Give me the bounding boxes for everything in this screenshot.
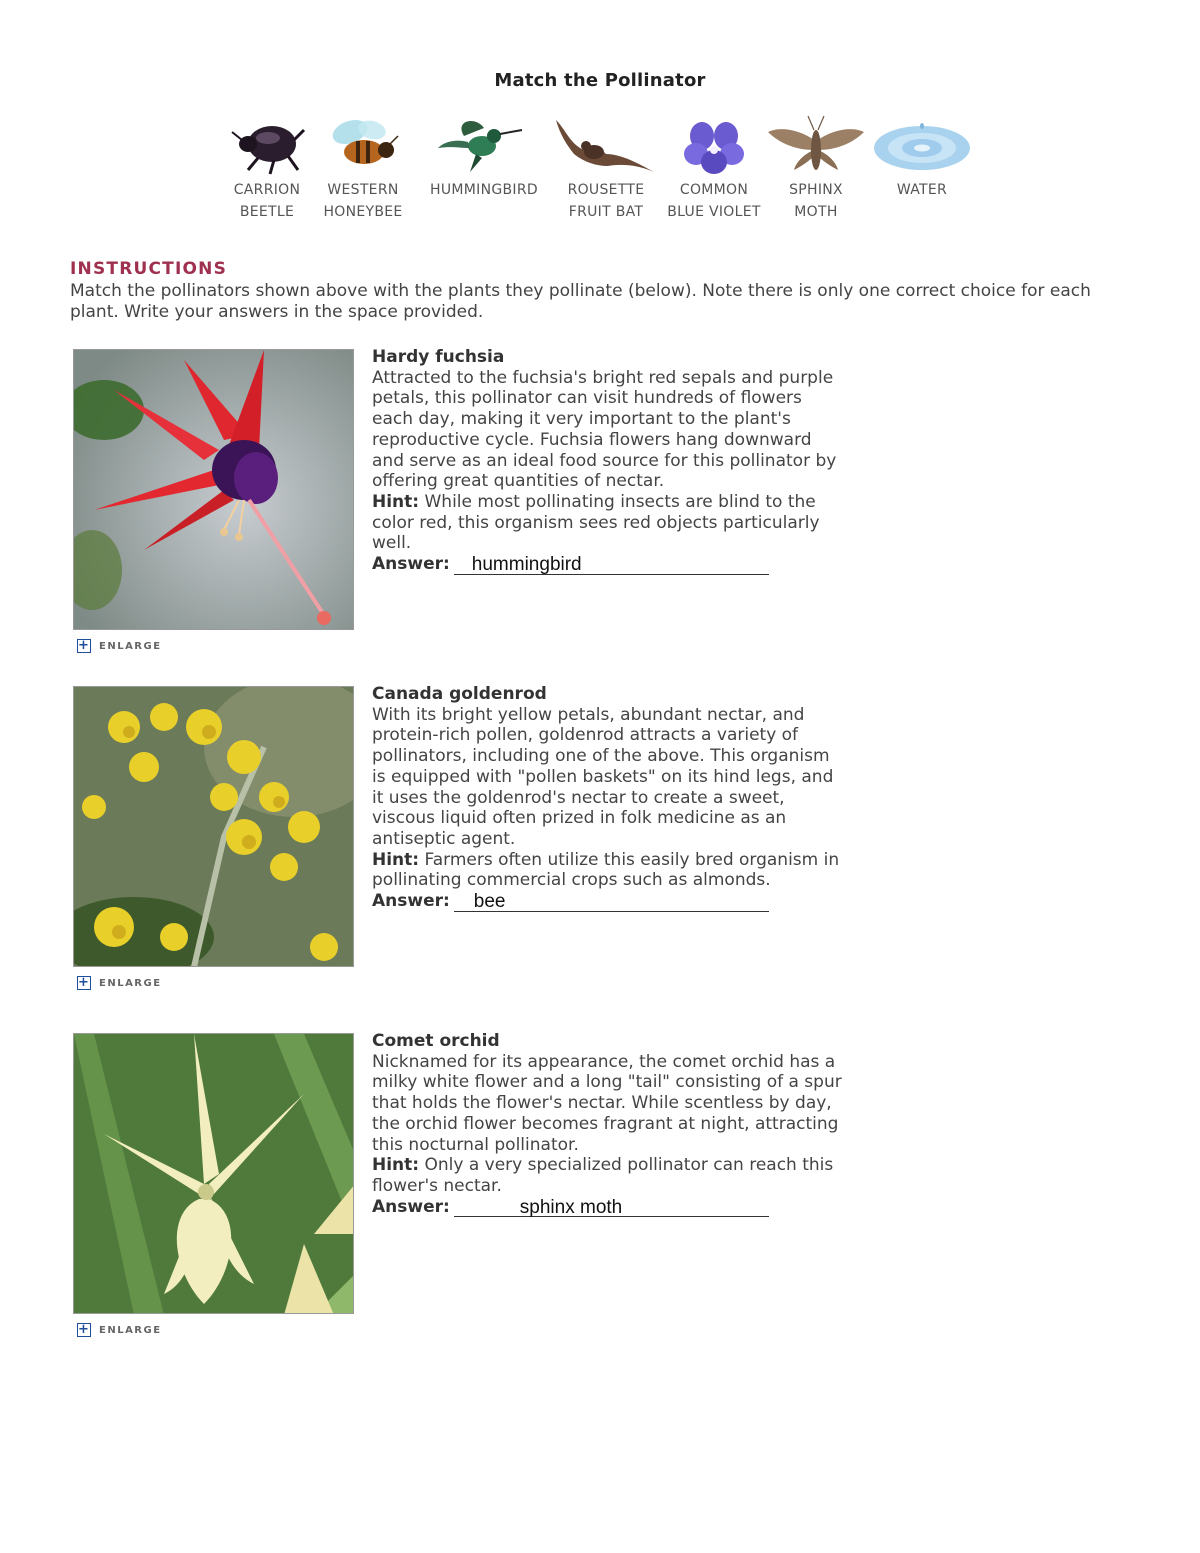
plant-description: With its bright yellow petals, abundant nectar, and protein-rich pollen, goldenrod attracts a variety of pollinators, including one of the above. This organism is equipped with "pollen baskets" on its hind legs, and it uses the goldenrod's nectar to create a sweet, viscous liquid often prized in folk medicine as an antiseptic agent. xyxy=(372,704,834,849)
answer-row xyxy=(372,891,842,912)
pollinator-label: BLUE VIOLET xyxy=(667,204,761,220)
honeybee-icon xyxy=(320,114,406,178)
hint xyxy=(372,1155,842,1196)
bat-icon xyxy=(550,114,662,178)
answer-row xyxy=(372,1197,842,1218)
orchid-photo xyxy=(73,1033,354,1314)
plus-icon[interactable]: + xyxy=(78,638,91,653)
pollinator-label: SPHINX xyxy=(789,182,843,198)
hint-text: Farmers often utilize this easily bred organism in pollinating commercial crops such as almonds. xyxy=(372,849,840,891)
answer-label: Answer: xyxy=(372,554,450,575)
hint xyxy=(372,850,842,891)
beetle-icon xyxy=(224,114,310,178)
plant-description-block xyxy=(372,1031,842,1217)
answer-label: Answer: xyxy=(372,891,450,912)
pollinator-label: CARRION xyxy=(233,182,301,198)
pollinator-label: HUMMINGBIRD xyxy=(430,182,538,198)
enlarge-button[interactable] xyxy=(77,1323,162,1337)
water-icon xyxy=(872,114,972,178)
pollinator-western-honeybee xyxy=(320,114,406,222)
answer-label: Answer: xyxy=(372,1196,450,1217)
plant-name: Comet orchid xyxy=(372,1031,500,1051)
hint-text: Only a very specialized pollinator can reach this flower's nectar. xyxy=(372,1155,834,1196)
plant-description-block xyxy=(372,347,842,575)
plant-description-block xyxy=(372,684,842,912)
pollinator-rousette-fruit-bat xyxy=(550,114,662,222)
answer-field[interactable] xyxy=(454,1197,769,1217)
instructions-heading: INSTRUCTIONS xyxy=(70,259,228,279)
pollinator-label: MOTH xyxy=(794,204,838,220)
plus-icon[interactable]: + xyxy=(78,1322,91,1337)
pollinator-sphinx-moth xyxy=(764,114,868,222)
enlarge-label[interactable]: ENLARGE xyxy=(99,1324,162,1336)
hint-label: Hint: xyxy=(372,491,420,512)
hint-label: Hint: xyxy=(372,849,420,870)
enlarge-button[interactable] xyxy=(77,639,162,653)
fuchsia-photo xyxy=(73,349,354,630)
plant-name: Hardy fuchsia xyxy=(372,347,505,367)
hint-label: Hint: xyxy=(372,1155,420,1176)
goldenrod-photo xyxy=(73,686,354,967)
answer-value: bee xyxy=(473,891,506,913)
page-title: Match the Pollinator xyxy=(494,70,706,91)
answer-value: hummingbird xyxy=(471,554,582,576)
answer-row xyxy=(372,554,842,575)
violet-icon xyxy=(664,114,764,178)
pollinator-strip xyxy=(224,114,984,224)
hint xyxy=(372,492,842,554)
enlarge-label[interactable]: ENLARGE xyxy=(99,977,162,989)
answer-value: sphinx moth xyxy=(519,1196,623,1218)
instructions-text: Match the pollinators shown above with the plants they pollinate (below). Note there is only one correct choice for each plant. Write your answers in the space provided. xyxy=(70,281,1091,322)
answer-field[interactable] xyxy=(454,555,769,575)
plant-description: Attracted to the fuchsia's bright red sepals and purple petals, this pollinator can visit hundreds of flowers each day, making it very important to the plant's reproductive cycle. Fuchsia flowers hang downward and serve as an ideal food source for this pollinator by offering great quantities of nectar. xyxy=(372,367,837,492)
plant-description: Nicknamed for its appearance, the comet orchid has a milky white flower and a long "tail" consisting of a spur that holds the flower's nectar. While scentless by day, the orchid flower becomes fragrant at night, attracting this nocturnal pollinator. xyxy=(372,1051,842,1155)
pollinator-hummingbird xyxy=(424,114,544,202)
answer-field[interactable] xyxy=(454,892,769,912)
pollinator-label: HONEYBEE xyxy=(323,204,403,220)
pollinator-common-blue-violet xyxy=(664,114,764,222)
pollinator-label: WATER xyxy=(896,182,948,198)
moth-icon xyxy=(764,114,868,178)
pollinator-carrion-beetle xyxy=(224,114,310,222)
enlarge-button[interactable] xyxy=(77,976,162,990)
pollinator-label: COMMON xyxy=(679,182,749,198)
plant-name: Canada goldenrod xyxy=(372,684,547,704)
pollinator-water xyxy=(872,114,972,202)
enlarge-label[interactable]: ENLARGE xyxy=(99,640,162,652)
plus-icon[interactable]: + xyxy=(78,975,91,990)
pollinator-label: WESTERN xyxy=(327,182,399,198)
pollinator-label: ROUSETTE xyxy=(567,182,645,198)
pollinator-label: BEETLE xyxy=(239,204,295,220)
hummingbird-icon xyxy=(424,114,544,178)
pollinator-label: FRUIT BAT xyxy=(568,204,644,220)
hint-text: While most pollinating insects are blind to the color red, this organism sees red objects particularly well. xyxy=(372,491,820,554)
